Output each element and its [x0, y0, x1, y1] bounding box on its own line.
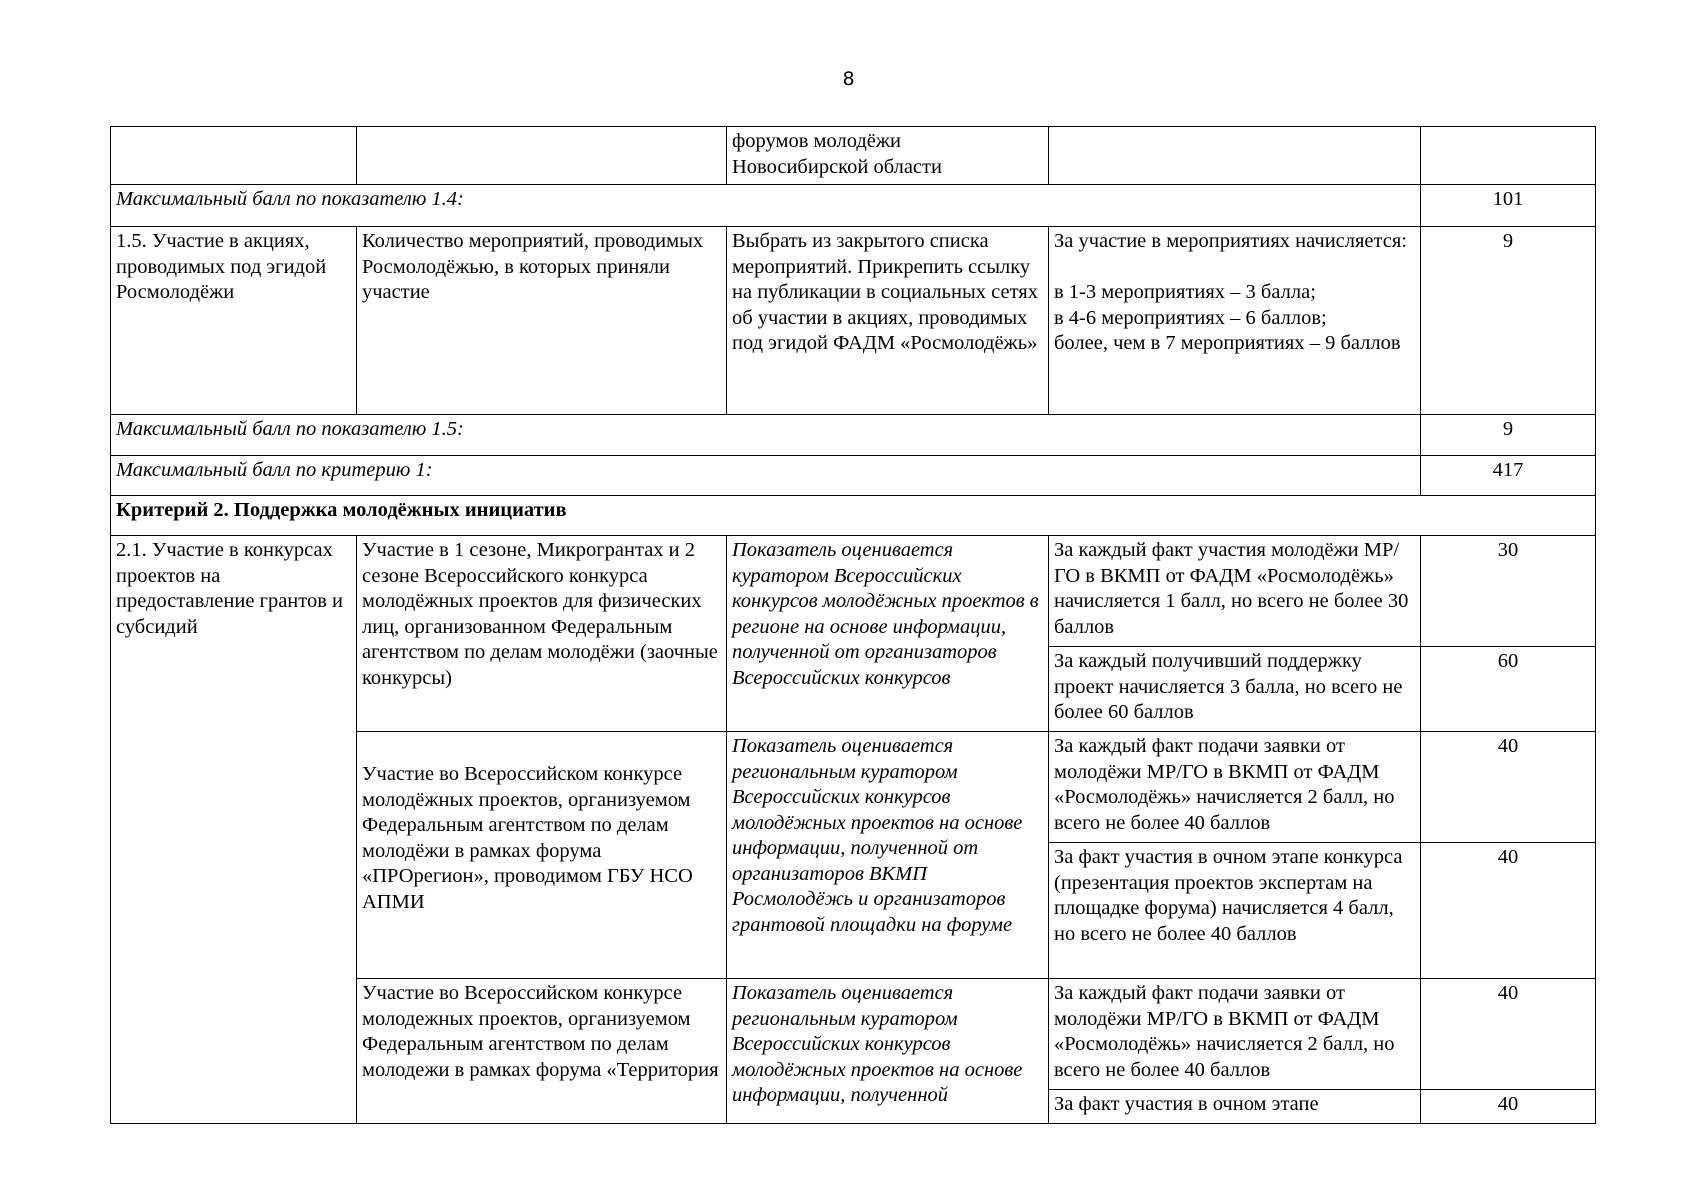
indicator-description: Участие во Всероссийском конкурсе молодёжных проектов, организуемом Федеральным агентством по делам молодёжи в рамках форума «ПРОрегион», проводимом ГБУ НСО АПМИ [357, 732, 727, 979]
criterion-heading: Критерий 2. Поддержка молодёжных инициатив [111, 496, 1596, 536]
table-cell: форумов молодёжи Новосибирской области [727, 127, 1049, 185]
indicator-name: 2.1. Участие в конкурсах проектов на предоставление грантов и субсидий [111, 536, 357, 1124]
scoring-rule: За участие в мероприятиях начисляется: в 1-3 мероприятиях – 3 балла; в 4-6 мероприятиях – 6 баллов; более, чем в 7 мероприятиях – 9 баллов [1049, 227, 1421, 415]
table-row [111, 496, 1596, 536]
score-value: 30 [1421, 536, 1596, 647]
table-row [111, 127, 1596, 185]
max-score-label: Максимальный балл по показателю 1.4: [111, 185, 1421, 227]
score-value: 9 [1421, 227, 1596, 415]
max-score-label: Максимальный балл по критерию 1: [111, 456, 1421, 496]
indicator-description: Участие во Всероссийском конкурсе молодежных проектов, организуемом Федеральным агентством по делам молодежи в рамках форума «Территория [357, 979, 727, 1124]
score-value: 60 [1421, 647, 1596, 732]
score-value: 40 [1421, 843, 1596, 979]
score-value: 40 [1421, 979, 1596, 1090]
indicator-description: Участие в 1 сезоне, Микрогрантах и 2 сезоне Всероссийского конкурса молодёжных проектов для физических лиц, организованном Федеральным агентством по делам молодёжи (заочные конкурсы) [357, 536, 727, 732]
table-row [111, 185, 1596, 227]
max-score-value: 101 [1421, 185, 1596, 227]
table-cell [1421, 127, 1596, 185]
evaluation-method: Показатель оценивается региональным куратором Всероссийских конкурсов молодёжных проектов на основе информации, полученной [727, 979, 1049, 1124]
scoring-rule: За факт участия в очном этапе конкурса (презентация проектов экспертам на площадке форума) начисляется 4 балл, но всего не более 40 баллов [1049, 843, 1421, 979]
table-row [111, 456, 1596, 496]
table-cell [111, 127, 357, 185]
indicator-name: 1.5. Участие в акциях, проводимых под эгидой Росмолодёжи [111, 227, 357, 415]
scoring-rule: За каждый факт участия молодёжи МР/ГО в ВКМП от ФАДМ «Росмолодёжь» начисляется 1 балл, но всего не более 30 баллов [1049, 536, 1421, 647]
max-score-label: Максимальный балл по показателю 1.5: [111, 415, 1421, 456]
evaluation-method: Выбрать из закрытого списка мероприятий. Прикрепить ссылку на публикации в социальных сетях об участии в акциях, проводимых под эгидой ФАДМ «Росмолодёжь» [727, 227, 1049, 415]
indicator-description: Количество мероприятий, проводимых Росмолодёжью, в которых приняли участие [357, 227, 727, 415]
evaluation-method: Показатель оценивается куратором Всероссийских конкурсов молодёжных проектов в регионе на основе информации, полученной от организаторов Всероссийских конкурсов [727, 536, 1049, 732]
page-number: 8 [842, 68, 855, 90]
scoring-rule: За факт участия в очном этапе [1049, 1090, 1421, 1124]
criteria-table [110, 126, 1596, 1124]
table-cell [1049, 127, 1421, 185]
score-value: 40 [1421, 732, 1596, 843]
score-value: 40 [1421, 1090, 1596, 1124]
table-row [111, 415, 1596, 456]
evaluation-method: Показатель оценивается региональным куратором Всероссийских конкурсов молодёжных проектов на основе информации, полученной от организаторов ВКМП Росмолодёжь и организаторов грантовой площадки на форуме [727, 732, 1049, 979]
table-cell [357, 127, 727, 185]
max-score-value: 417 [1421, 456, 1596, 496]
scoring-rule: За каждый получивший поддержку проект начисляется 3 балла, но всего не более 60 баллов [1049, 647, 1421, 732]
max-score-value: 9 [1421, 415, 1596, 456]
table-row [111, 227, 1596, 415]
scoring-rule: За каждый факт подачи заявки от молодёжи МР/ГО в ВКМП от ФАДМ «Росмолодёжь» начисляется 2 балл, но всего не более 40 баллов [1049, 979, 1421, 1090]
scoring-rule: За каждый факт подачи заявки от молодёжи МР/ГО в ВКМП от ФАДМ «Росмолодёжь» начисляется 2 балл, но всего не более 40 баллов [1049, 732, 1421, 843]
table-row [111, 536, 1596, 647]
